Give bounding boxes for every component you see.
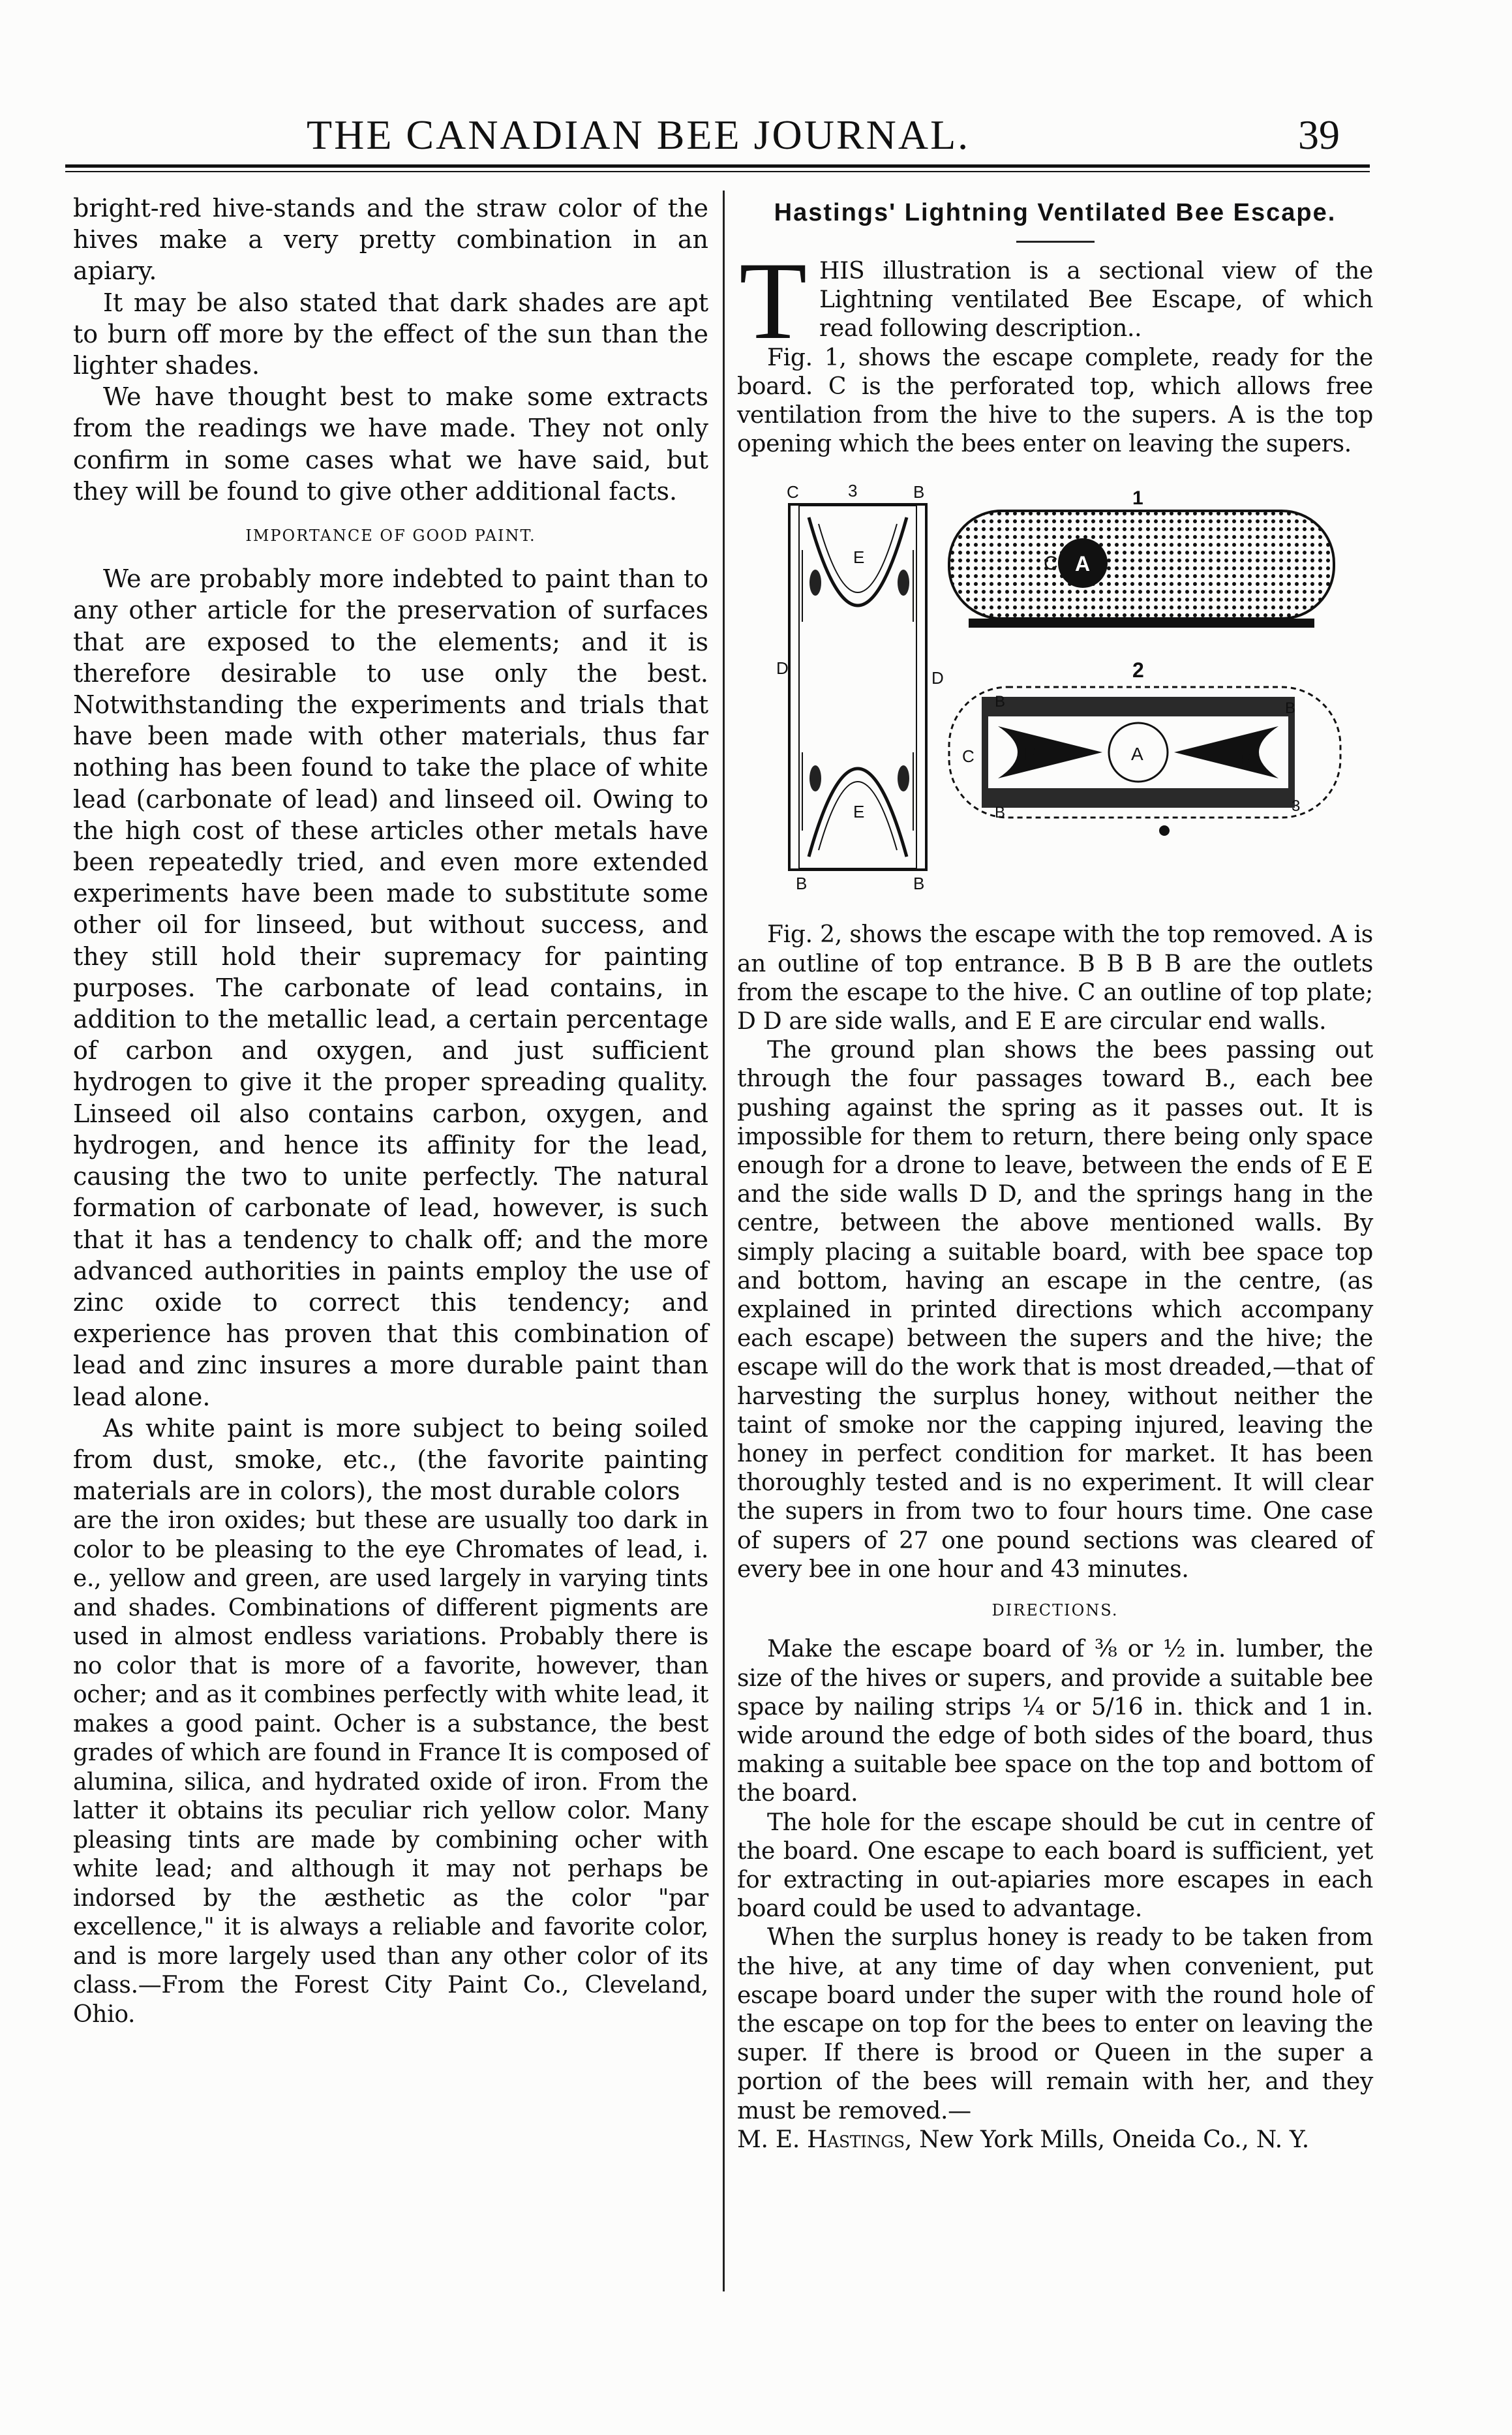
paragraph: Fig. 1, shows the escape complete, ready for the board. C is the perforated top, which allows free ventilation from the hive to the supers. A is the top opening which the bees enter on leaving the supers. [737, 344, 1373, 458]
signature-prefix: M. E. [737, 2126, 808, 2153]
fig2-label-b3: B [995, 804, 1005, 822]
header-rule-thin [65, 171, 1370, 172]
running-header [0, 111, 1512, 170]
bee-escape-diagram [737, 478, 1373, 909]
fig2-label-e2: E [1239, 750, 1251, 770]
fig2-number: 2 [1132, 658, 1144, 682]
fig1-label-c: C [1044, 553, 1058, 575]
fig2-label-b2: B [1285, 699, 1295, 718]
left-column [73, 192, 708, 2029]
paragraph: Fig. 2, shows the escape with the top removed. A is an outline of top entrance. B B B B are the outlets from the escape to the hive. C an outline of top plate; D D are side walls, and E E are circular end walls. [737, 921, 1373, 1035]
right-column [737, 192, 1373, 2154]
label-c-top: C [787, 482, 799, 502]
bee-escape-illustration [737, 478, 1373, 909]
paragraph: HIS illustration is a sectional view of the Lightning ventilated Bee Escape, of which read following description.. [819, 258, 1373, 343]
intro-block [737, 239, 1373, 459]
article-title: Hastings' Lightning Ventilated Bee Escape. [774, 199, 1337, 226]
journal-title: THE CANADIAN BEE JOURNAL. [307, 112, 971, 158]
header-rule-thick [65, 164, 1370, 168]
label-b-br: B [913, 874, 925, 894]
signature-suffix: , New York Mills, Oneida Co., N. Y. [904, 2126, 1309, 2153]
title-rule [1016, 241, 1095, 243]
label-3: 3 [848, 481, 858, 501]
fig2-label-b4: 3 [1292, 797, 1301, 816]
paragraph: Make the escape board of ⅜ or ½ in. lumber, the size of the hives or supers, and provide a suitable bee space by nailing strips ¼ or 5/16 in. thick and 1 in. wide around the edge of both sides of the board, thus making a suitable bee space on the top and bottom of the board. [737, 1636, 1373, 1807]
column-divider [723, 191, 725, 2291]
label-e-top: E [853, 547, 865, 568]
section-subhead: IMPORTANCE OF GOOD PAINT. [245, 527, 536, 545]
fig2-top-removed [949, 687, 1340, 836]
fig1-label-a: A [1075, 552, 1090, 576]
label-d-right: D [931, 668, 944, 688]
paragraph: As white paint is more subject to being soiled from dust, smoke, etc., (the favorite painting materials are in colors), the most durable colors [73, 1413, 708, 1506]
label-b-top: B [913, 482, 925, 502]
paragraph: The ground plan shows the bees passing out through the four passages toward B., each bee pushing against the spring as it passes out. It is impossible for them to return, there being only space enough for a drone to leave, between the ends of E E and the side walls D D, and the springs hang in the centre, between the above mentioned walls. By simply placing a suitable board, with bee space top and bottom, having an escape in the centre, (as explained in printed directions which accompany each escape) between the supers and the hive; the escape will do the work that is most dreaded,—that of harvesting the surplus honey, without neither the taint of smoke nor the capping injured, leaving the honey in perfect condition for market. It has been thoroughly tested and is no experiment. It will clear the supers in from two to four hours time. One case of supers of 27 one pound sections was cleared of every bee in one hour and 43 minutes. [737, 1037, 1373, 1583]
paragraph: It may be also stated that dark shades are apt to burn off more by the effect of the sun than the lighter shades. [73, 288, 708, 380]
fig1-number: 1 [1132, 487, 1143, 510]
signature-line [737, 2126, 1373, 2154]
fig1-perforated-top [949, 511, 1334, 628]
fig2-label-a: A [1131, 744, 1143, 765]
signature-name: Hastings [807, 2126, 905, 2153]
directions-subhead: DIRECTIONS. [991, 1601, 1119, 1620]
label-b-bl: B [796, 874, 808, 894]
label-d-left: D [776, 658, 789, 679]
drop-cap: T [739, 239, 807, 362]
label-e-bottom: E [853, 802, 865, 822]
paragraph: When the surplus honey is ready to be taken from the hive, at any time of day when convenient, put escape board under the super with the round hole of the escape on top for the bees to enter on leaving the super. If there is brood or Queen in the super a portion of the bees will remain with her, and they must be removed.— [737, 1924, 1373, 2124]
paragraph: bright-red hive-stands and the straw color of the hives make a very pretty combination in an apiary. [73, 194, 708, 286]
paragraph: We are probably more indebted to paint than to any other article for the preservation of surfaces that are exposed to the elements; and it is therefore desirable to use only the best. Notwithstanding the experiments and trials that have been made with other materials, thus far nothing has been found to take the place of white lead (carbonate of lead) and linseed oil. Owing to the high cost of these articles other metals have been repeatedly tried, and even more extended experiments have been made to substitute some other oil for linseed, but without success, and they still hold their supremacy for painting purposes. The carbonate of lead contains, in addition to the metallic lead, a certain percentage of carbon and oxygen, and just sufficient hydrogen to give it the proper spreading quality. Linseed oil also contains carbon, oxygen, and hydrogen, and hence its affinity for the lead, causing the two to unite perfectly. The natural formation of carbonate of lead, however, is such that it has a tendency to chalk off; and the more advanced authorities in paints employ the use of zinc oxide to correct this tendency; and experience has proven that this combination of lead and zinc insures a more durable paint than lead alone. [73, 564, 708, 1411]
fig2-label-c: C [962, 746, 975, 767]
paragraph: We have thought best to make some extracts from the readings we have made. They not only confirm in some cases what we have said, but they will be found to give other additional facts. [73, 382, 708, 506]
paragraph: The hole for the escape should be cut in centre of the board. One escape to each board is sufficient, yet for extracting in out-apiaries more escapes in each board could be used to advantage. [737, 1809, 1373, 1923]
paragraph: are the iron oxides; but these are usually too dark in color to be pleasing to the eye Chromates of lead, i. e., yellow and green, are used largely in varying tints and shades. Combinations of different pigments are used in almost endless variations. Probably there is no color that is more of a favorite, however, than ocher; and as it combines perfectly with white lead, it makes a good paint. Ocher is a substance, the best grades of which are found in France It is composed of alumina, silica, and hydrated oxide of iron. From the latter it obtains its peculiar rich yellow color. Many pleasing tints are made by combining ocher with white lead; and although it may not perhaps be indorsed by the æsthetic as the color "par excellence," it is always a reliable and favorite color, and is more largely used than any other color of its class.—From the Forest City Paint Co., Cleveland, Ohio. [73, 1507, 708, 2028]
fig2-label-e1: E [1024, 744, 1036, 765]
fig2-label-b1: B [995, 693, 1005, 711]
page-number: 39 [1298, 112, 1340, 158]
